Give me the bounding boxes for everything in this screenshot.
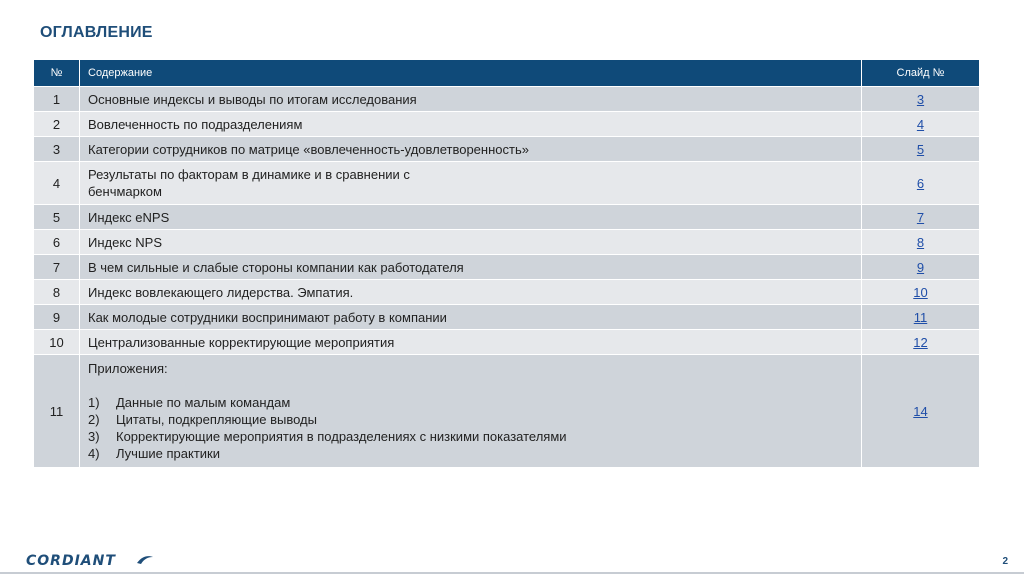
appendix-item-text: Лучшие практики bbox=[116, 446, 220, 461]
slide-link[interactable]: 9 bbox=[916, 259, 925, 275]
row-num: 3 bbox=[34, 137, 80, 162]
table-row bbox=[34, 87, 980, 112]
row-num: 5 bbox=[34, 205, 80, 230]
slide-link[interactable]: 10 bbox=[913, 284, 928, 300]
header-slide: Слайд № bbox=[862, 60, 980, 87]
row-content: Основные индексы и выводы по итогам исследования bbox=[80, 87, 862, 112]
row-num: 1 bbox=[34, 87, 80, 112]
table-row bbox=[34, 330, 980, 355]
table-header-row bbox=[34, 60, 980, 87]
row-content: Как молодые сотрудники воспринимают работу в компании bbox=[80, 305, 862, 330]
slide-link[interactable]: 4 bbox=[916, 116, 925, 132]
slide-link[interactable]: 5 bbox=[916, 141, 925, 157]
row-content: Индекс NPS bbox=[80, 230, 862, 255]
appendix-item-text: Данные по малым командам bbox=[116, 395, 291, 410]
slide-link[interactable]: 12 bbox=[913, 334, 928, 350]
toc-table bbox=[33, 59, 980, 468]
page-number: 2 bbox=[1002, 556, 1008, 567]
row-num: 8 bbox=[34, 280, 80, 305]
slide-link[interactable]: 6 bbox=[916, 175, 925, 191]
row-num: 10 bbox=[34, 330, 80, 355]
table-row bbox=[34, 162, 980, 205]
table-row bbox=[34, 230, 980, 255]
row-num: 11 bbox=[34, 355, 80, 468]
table-row bbox=[34, 305, 980, 330]
table-row bbox=[34, 205, 980, 230]
slide-link[interactable]: 7 bbox=[916, 209, 925, 225]
row-content: Индекс вовлекающего лидерства. Эмпатия. bbox=[80, 280, 862, 305]
slide-link[interactable]: 8 bbox=[916, 234, 925, 250]
appendix-item-number: 1) bbox=[88, 395, 100, 410]
slide-link[interactable]: 11 bbox=[913, 309, 928, 325]
page-title: ОГЛАВЛЕНИЕ bbox=[40, 24, 153, 41]
appendix-item-text: Цитаты, подкрепляющие выводы bbox=[116, 412, 317, 427]
table-row bbox=[34, 112, 980, 137]
row-num: 7 bbox=[34, 255, 80, 280]
row-content-appendix bbox=[80, 355, 862, 468]
row-content: Централизованные корректирующие мероприятия bbox=[80, 330, 862, 355]
row-num: 6 bbox=[34, 230, 80, 255]
header-content: Содержание bbox=[80, 60, 862, 87]
row-content-line: бенчмарком bbox=[88, 184, 162, 199]
appendix-item-number: 2) bbox=[88, 412, 100, 427]
appendix-item bbox=[88, 411, 853, 428]
appendix-item-number: 3) bbox=[88, 429, 100, 444]
appendix-item-number: 4) bbox=[88, 446, 100, 461]
row-content: Категории сотрудников по матрице «вовлеченность-удовлетворенность» bbox=[80, 137, 862, 162]
appendix-item bbox=[88, 445, 853, 462]
row-content: В чем сильные и слабые стороны компании как работодателя bbox=[80, 255, 862, 280]
slide-link[interactable]: 14 bbox=[913, 403, 928, 419]
company-logo: CORDIANT bbox=[26, 553, 116, 569]
row-content bbox=[80, 162, 862, 205]
row-num: 4 bbox=[34, 162, 80, 205]
table-row-appendix bbox=[34, 355, 980, 468]
header-num: № bbox=[34, 60, 80, 87]
row-num: 2 bbox=[34, 112, 80, 137]
table-row bbox=[34, 280, 980, 305]
appendix-item-text: Корректирующие мероприятия в подразделениях с низкими показателями bbox=[116, 429, 567, 444]
table-row bbox=[34, 255, 980, 280]
appendix-item bbox=[88, 428, 853, 445]
row-content: Индекс eNPS bbox=[80, 205, 862, 230]
table-row bbox=[34, 137, 980, 162]
row-content: Вовлеченность по подразделениям bbox=[80, 112, 862, 137]
slide-link[interactable]: 3 bbox=[916, 91, 925, 107]
logo-swoosh-icon bbox=[136, 554, 154, 566]
row-content-line: Результаты по факторам в динамике и в сравнении с bbox=[88, 167, 410, 182]
row-num: 9 bbox=[34, 305, 80, 330]
appendix-item bbox=[88, 394, 853, 411]
appendix-intro: Приложения: bbox=[88, 361, 168, 376]
